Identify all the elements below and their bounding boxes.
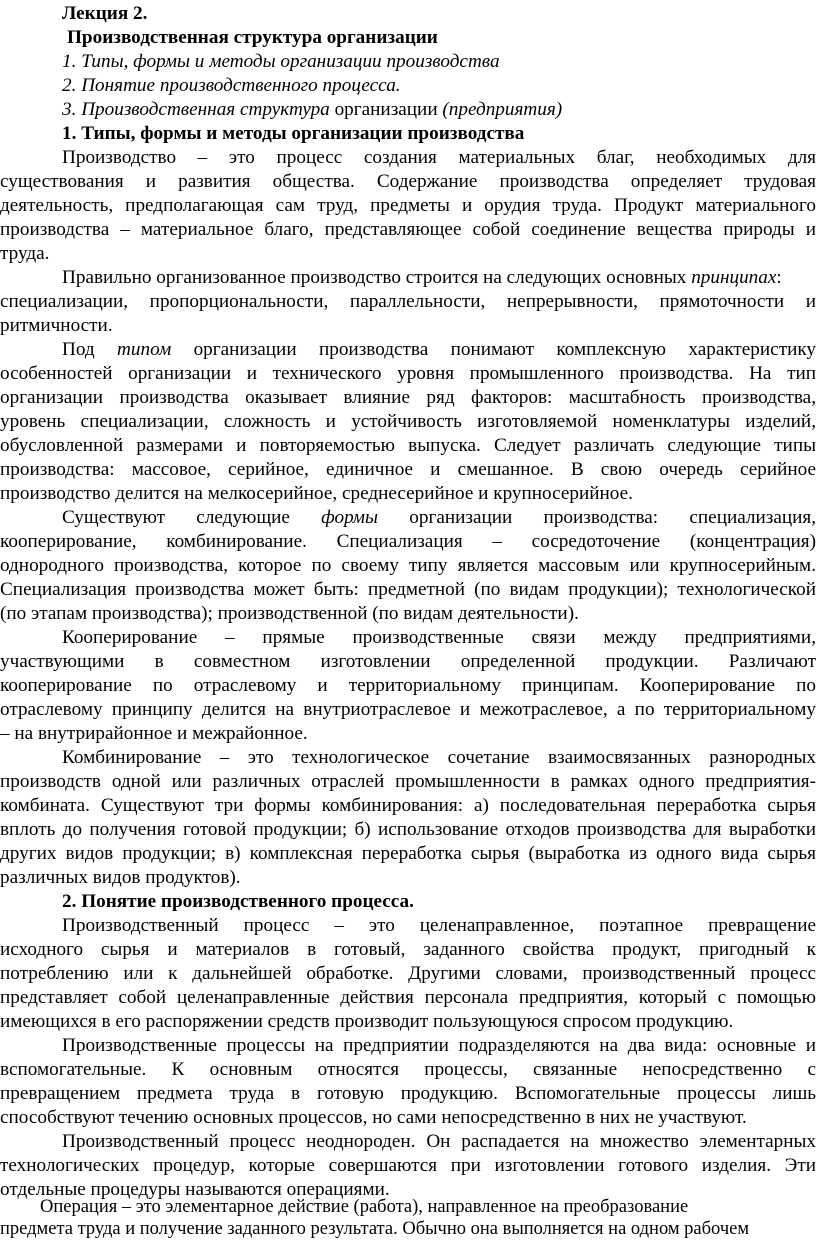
- s1-p3-line-5: обусловленной размерами и повторяемостью выпуска. Следует различать следующие типы: [0, 435, 816, 456]
- s1-p3-line-4: уровень специализации, сложность и устойчивость изготовляемой номенклатуры изделий,: [0, 411, 816, 432]
- s1-p5-line-1: Кооперирование – прямые производственные связи между предприятиями,: [62, 627, 816, 648]
- s2-p3-line-2: технологических процедур, которые совершаются при изготовлении готового изделия. Эти: [0, 1155, 816, 1176]
- s1-p6-line-3: комбината. Существуют три формы комбинирования: а) последовательная переработка сырья: [0, 795, 816, 816]
- s1-p6-line-4: вплоть до получения готовой продукции; б) использование отходов производства для выработки: [0, 819, 816, 840]
- s1-p5-line-5: – на внутрирайонное и межрайонное.: [0, 723, 308, 744]
- s1-p1-line-2: существования и развития общества. Содержание производства определяет трудовая: [0, 171, 816, 192]
- s2-p4-line-2: предмета труда и получение заданного результата. Обычно она выполняется на одном рабочем: [0, 1219, 750, 1239]
- s1-p2-line-3: ритмичности.: [0, 315, 113, 336]
- s1-p6-line-5: других видов продукции; в) комплексная переработка сырья (выработка из одного вида сырья: [0, 843, 816, 864]
- s2-p3-line-1: Производственный процесс неоднороден. Он распадается на множество элементарных: [62, 1131, 816, 1152]
- s2-p2-line-1: Производственные процессы на предприятии подразделяются на два вида: основные и: [62, 1035, 816, 1056]
- s1-p6-line-6: различных видов продуктов).: [0, 867, 241, 888]
- s1-p2-em: принципах: [691, 267, 777, 288]
- s2-p3-line-3: отдельные процедуры называются операциями.: [0, 1179, 390, 1200]
- s1-p4-start: Существуют следующие: [62, 507, 290, 528]
- toc-item-3: [62, 98, 562, 122]
- toc-item-3-part-c: (предприятия): [442, 99, 563, 120]
- s1-p2-line-2: специализации, пропорциональности, параллельности, непрерывности, прямоточности и: [0, 291, 816, 312]
- s1-p3-line-2: особенностей организации и технического уровня промышленного производства. На тип: [0, 363, 816, 384]
- s1-p5-line-2: участвующими в совместном изготовлении определенной продукции. Различают: [0, 651, 816, 672]
- s2-p2-line-2: вспомогательные. К основным относятся процессы, связанные непосредственно с: [0, 1059, 816, 1080]
- section-2-heading: 2. Понятие производственного процесса.: [62, 891, 414, 912]
- section-1-heading: 1. Типы, формы и методы организации производства: [62, 123, 525, 144]
- s1-p2-start: Правильно организованное производство строится на следующих основных: [62, 267, 687, 288]
- document-title: Производственная структура организации: [67, 27, 438, 48]
- s1-p4-end: организации производства: специализация,: [409, 507, 816, 528]
- s1-p1-line-3: деятельность, предполагающая сам труд, предметы и орудия труда. Продукт материального: [0, 195, 816, 216]
- s1-p4-em: формы: [321, 507, 379, 528]
- s2-p4-line-1: Операция – это элементарное действие (работа), направленное на преобразование: [40, 1197, 689, 1217]
- s2-p1-line-1: Производственный процесс – это целенаправленное, поэтапное превращение: [62, 915, 816, 936]
- s1-p3-line-7: производство делится на мелкосерийное, среднесерийное и крупносерийное.: [0, 483, 633, 504]
- s1-p3-end: организации производства понимают комплексную характеристику: [193, 339, 816, 360]
- s1-p5-line-4: отраслевому принципу делится на внутриотраслевое и межотраслевое, а по территориальному: [0, 699, 816, 720]
- s1-p1-line-1: Производство – это процесс создания материальных благ, необходимых для: [62, 147, 816, 168]
- toc-item-3-part-a: 3. Производственная структура: [62, 99, 330, 120]
- s1-p4-line-3: однородного производства, которое по своему типу является массовым или крупносерийным.: [0, 555, 816, 576]
- toc-item-3-part-b: организации: [334, 99, 438, 120]
- s2-p1-line-3: потреблению или к дальнейшей обработке. Другими словами, производственный процесс: [0, 963, 816, 984]
- s2-p1-line-4: представляет собой целенаправленные действия персонала предприятия, который с помощью: [0, 987, 816, 1008]
- s1-p3-start: Под: [62, 339, 95, 360]
- s1-p3-line-6: производства: массовое, серийное, единичное и смешанное. В свою очередь серийное: [0, 459, 816, 480]
- s1-p3-line-1: [62, 338, 816, 362]
- s1-p1-line-4: производства – материальное благо, представляющее собой соединение вещества природы и: [0, 219, 816, 240]
- s2-p2-line-3: превращением предмета труда в готовую продукцию. Вспомогательные процессы лишь: [0, 1083, 816, 1104]
- s1-p2-line-1: [62, 266, 782, 290]
- s1-p6-line-2: производств одной или различных отраслей промышленности в рамках одного предприятия-: [0, 771, 816, 792]
- s1-p1-line-5: труда.: [0, 243, 50, 264]
- s1-p4-line-2: кооперирование, комбинирование. Специализация – сосредоточение (концентрация): [0, 531, 816, 552]
- s2-p1-line-2: исходного сырья и материалов в готовый, заданного свойства продукт, пригодный к: [0, 939, 816, 960]
- s1-p4-line-4: Специализация производства может быть: предметной (по видам продукции); технологической: [0, 579, 816, 600]
- s1-p3-line-3: организации производства оказывает влияние ряд факторов: масштабность производства,: [0, 387, 816, 408]
- s1-p3-em: типом: [117, 339, 172, 360]
- toc-item-1: 1. Типы, формы и методы организации производства: [62, 51, 500, 72]
- toc-item-2: 2. Понятие производственного процесса.: [62, 75, 401, 96]
- s1-p4-line-5: (по этапам производства); производственной (по видам деятельности).: [0, 603, 579, 624]
- lecture-number: Лекция 2.: [62, 3, 148, 24]
- s1-p2-end: :: [776, 267, 782, 288]
- s1-p6-line-1: Комбинирование – это технологическое сочетание взаимосвязанных разнородных: [62, 747, 816, 768]
- s1-p5-line-3: кооперирование по отраслевому и территориальному принципам. Кооперирование по: [0, 675, 816, 696]
- s2-p2-line-4: способствуют течению основных процессов, но сами непосредственно в них не участвуют.: [0, 1107, 747, 1128]
- s1-p4-line-1: [62, 506, 816, 530]
- s2-p1-line-5: имеющихся в его распоряжении средств производит пользующуюся спросом продукцию.: [0, 1011, 734, 1032]
